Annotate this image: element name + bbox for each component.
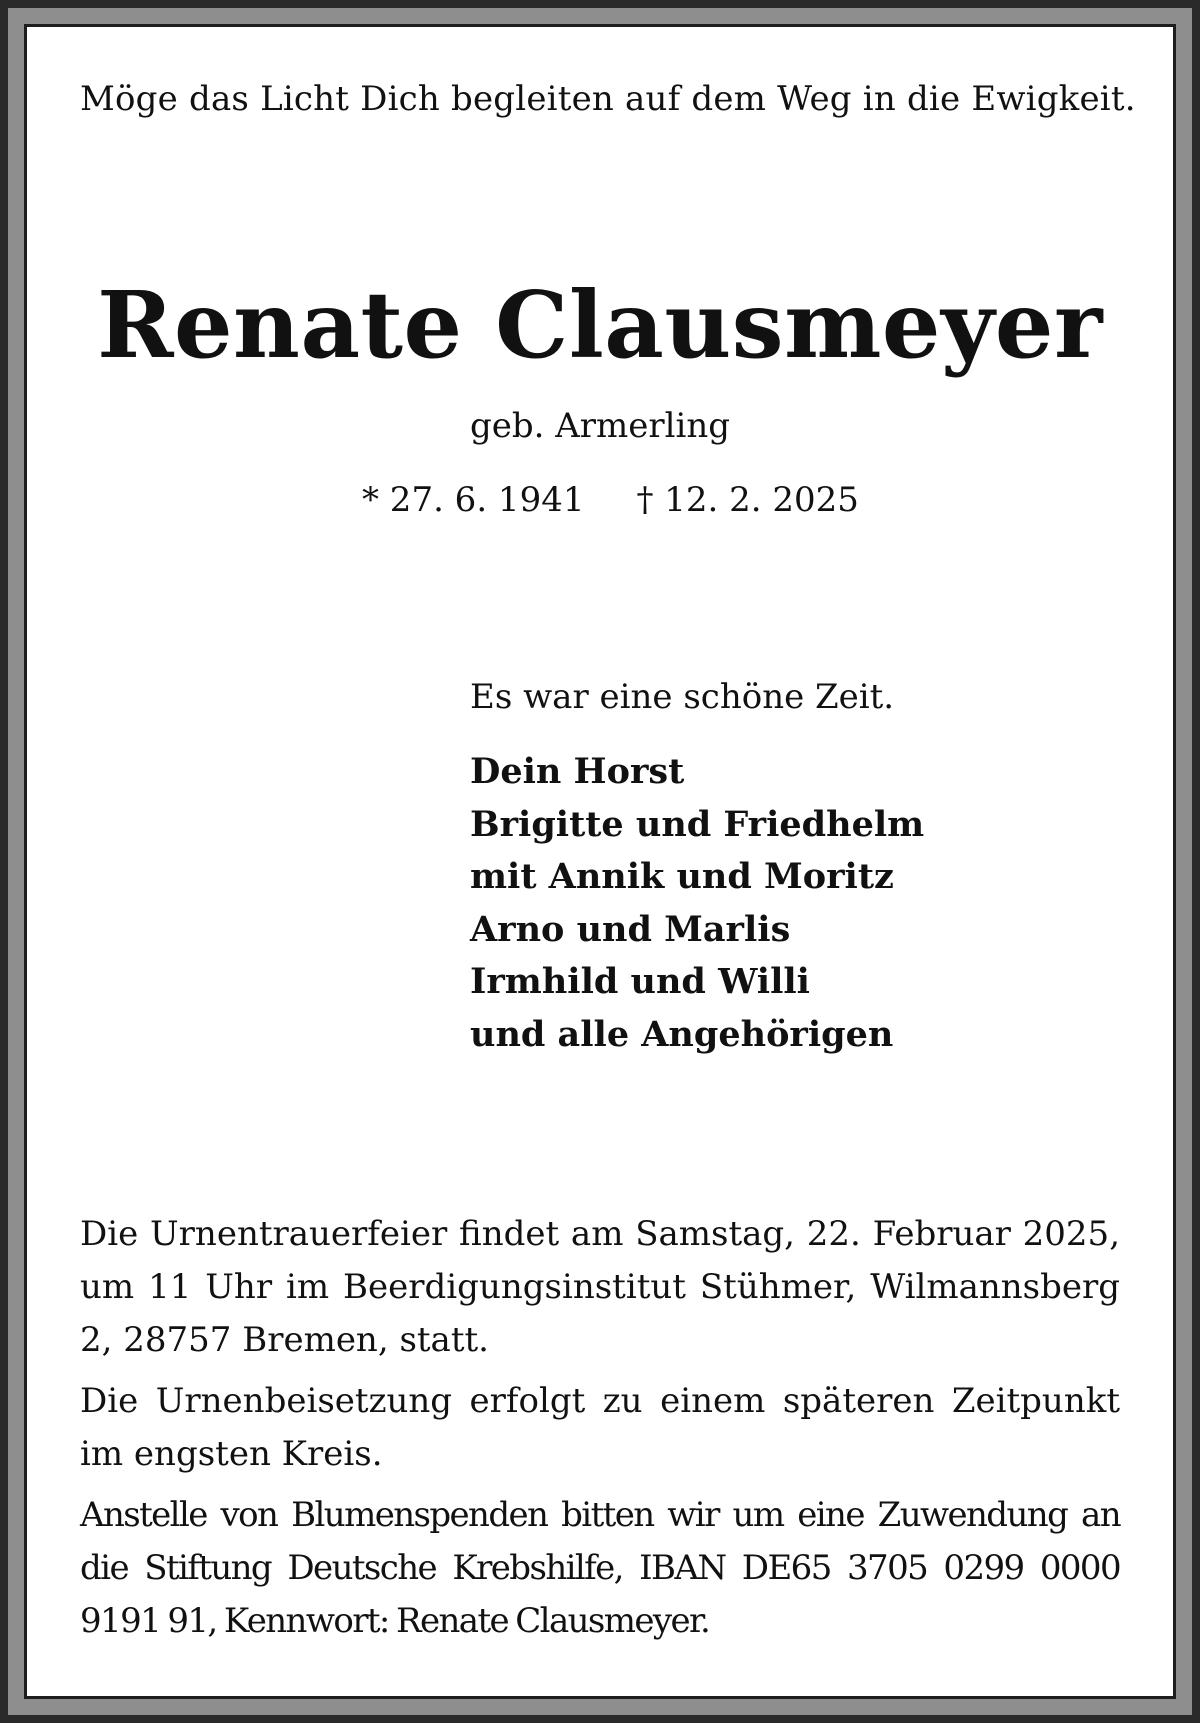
notices: [80, 1208, 1120, 1656]
burial-notice: Die Urnenbeisetzung erfolgt zu einem späteren Zeitpunkt im engsten Kreis.: [80, 1381, 1120, 1474]
mourner-line: Dein Horst: [470, 751, 685, 792]
mourner-line: Arno und Marlis: [470, 908, 791, 950]
mourner-line: und alle Angehörigen: [470, 1013, 894, 1055]
motto: Möge das Licht Dich begleiten auf dem Weg in die Ewigkeit.: [80, 79, 1136, 119]
farewell-line: Es war eine schöne Zeit.: [470, 677, 895, 717]
maiden-name: geb. Armerling: [469, 406, 731, 446]
life-dates: [362, 478, 859, 522]
mourner-line: mit Annik und Moritz: [470, 856, 894, 897]
mourner-line: Irmhild und Willi: [470, 961, 810, 1002]
birth-date: * 27. 6. 1941: [362, 480, 585, 520]
ceremony-notice: Die Urnentrauerfeier findet am Samstag, 22. Februar 2025, um 11 Uhr im Beerdigungsinstitut Stühmer, Wilmannsberg 2, 28757 Bremen, statt.: [80, 1214, 1120, 1360]
deceased-name: Renate Clausmeyer: [97, 271, 1103, 379]
donation-notice: Anstelle von Blumenspenden bitten wir um eine Zuwendung an die Stiftung Deutsche Krebshilfe, IBAN DE65 3705 0299 0000 9191 91, Kennwort: Renate Clausmeyer.: [80, 1495, 1120, 1641]
death-date: † 12. 2. 2025: [636, 480, 859, 520]
mourners-list: [470, 746, 924, 1061]
mourner-line: Brigitte und Friedhelm: [470, 803, 925, 845]
